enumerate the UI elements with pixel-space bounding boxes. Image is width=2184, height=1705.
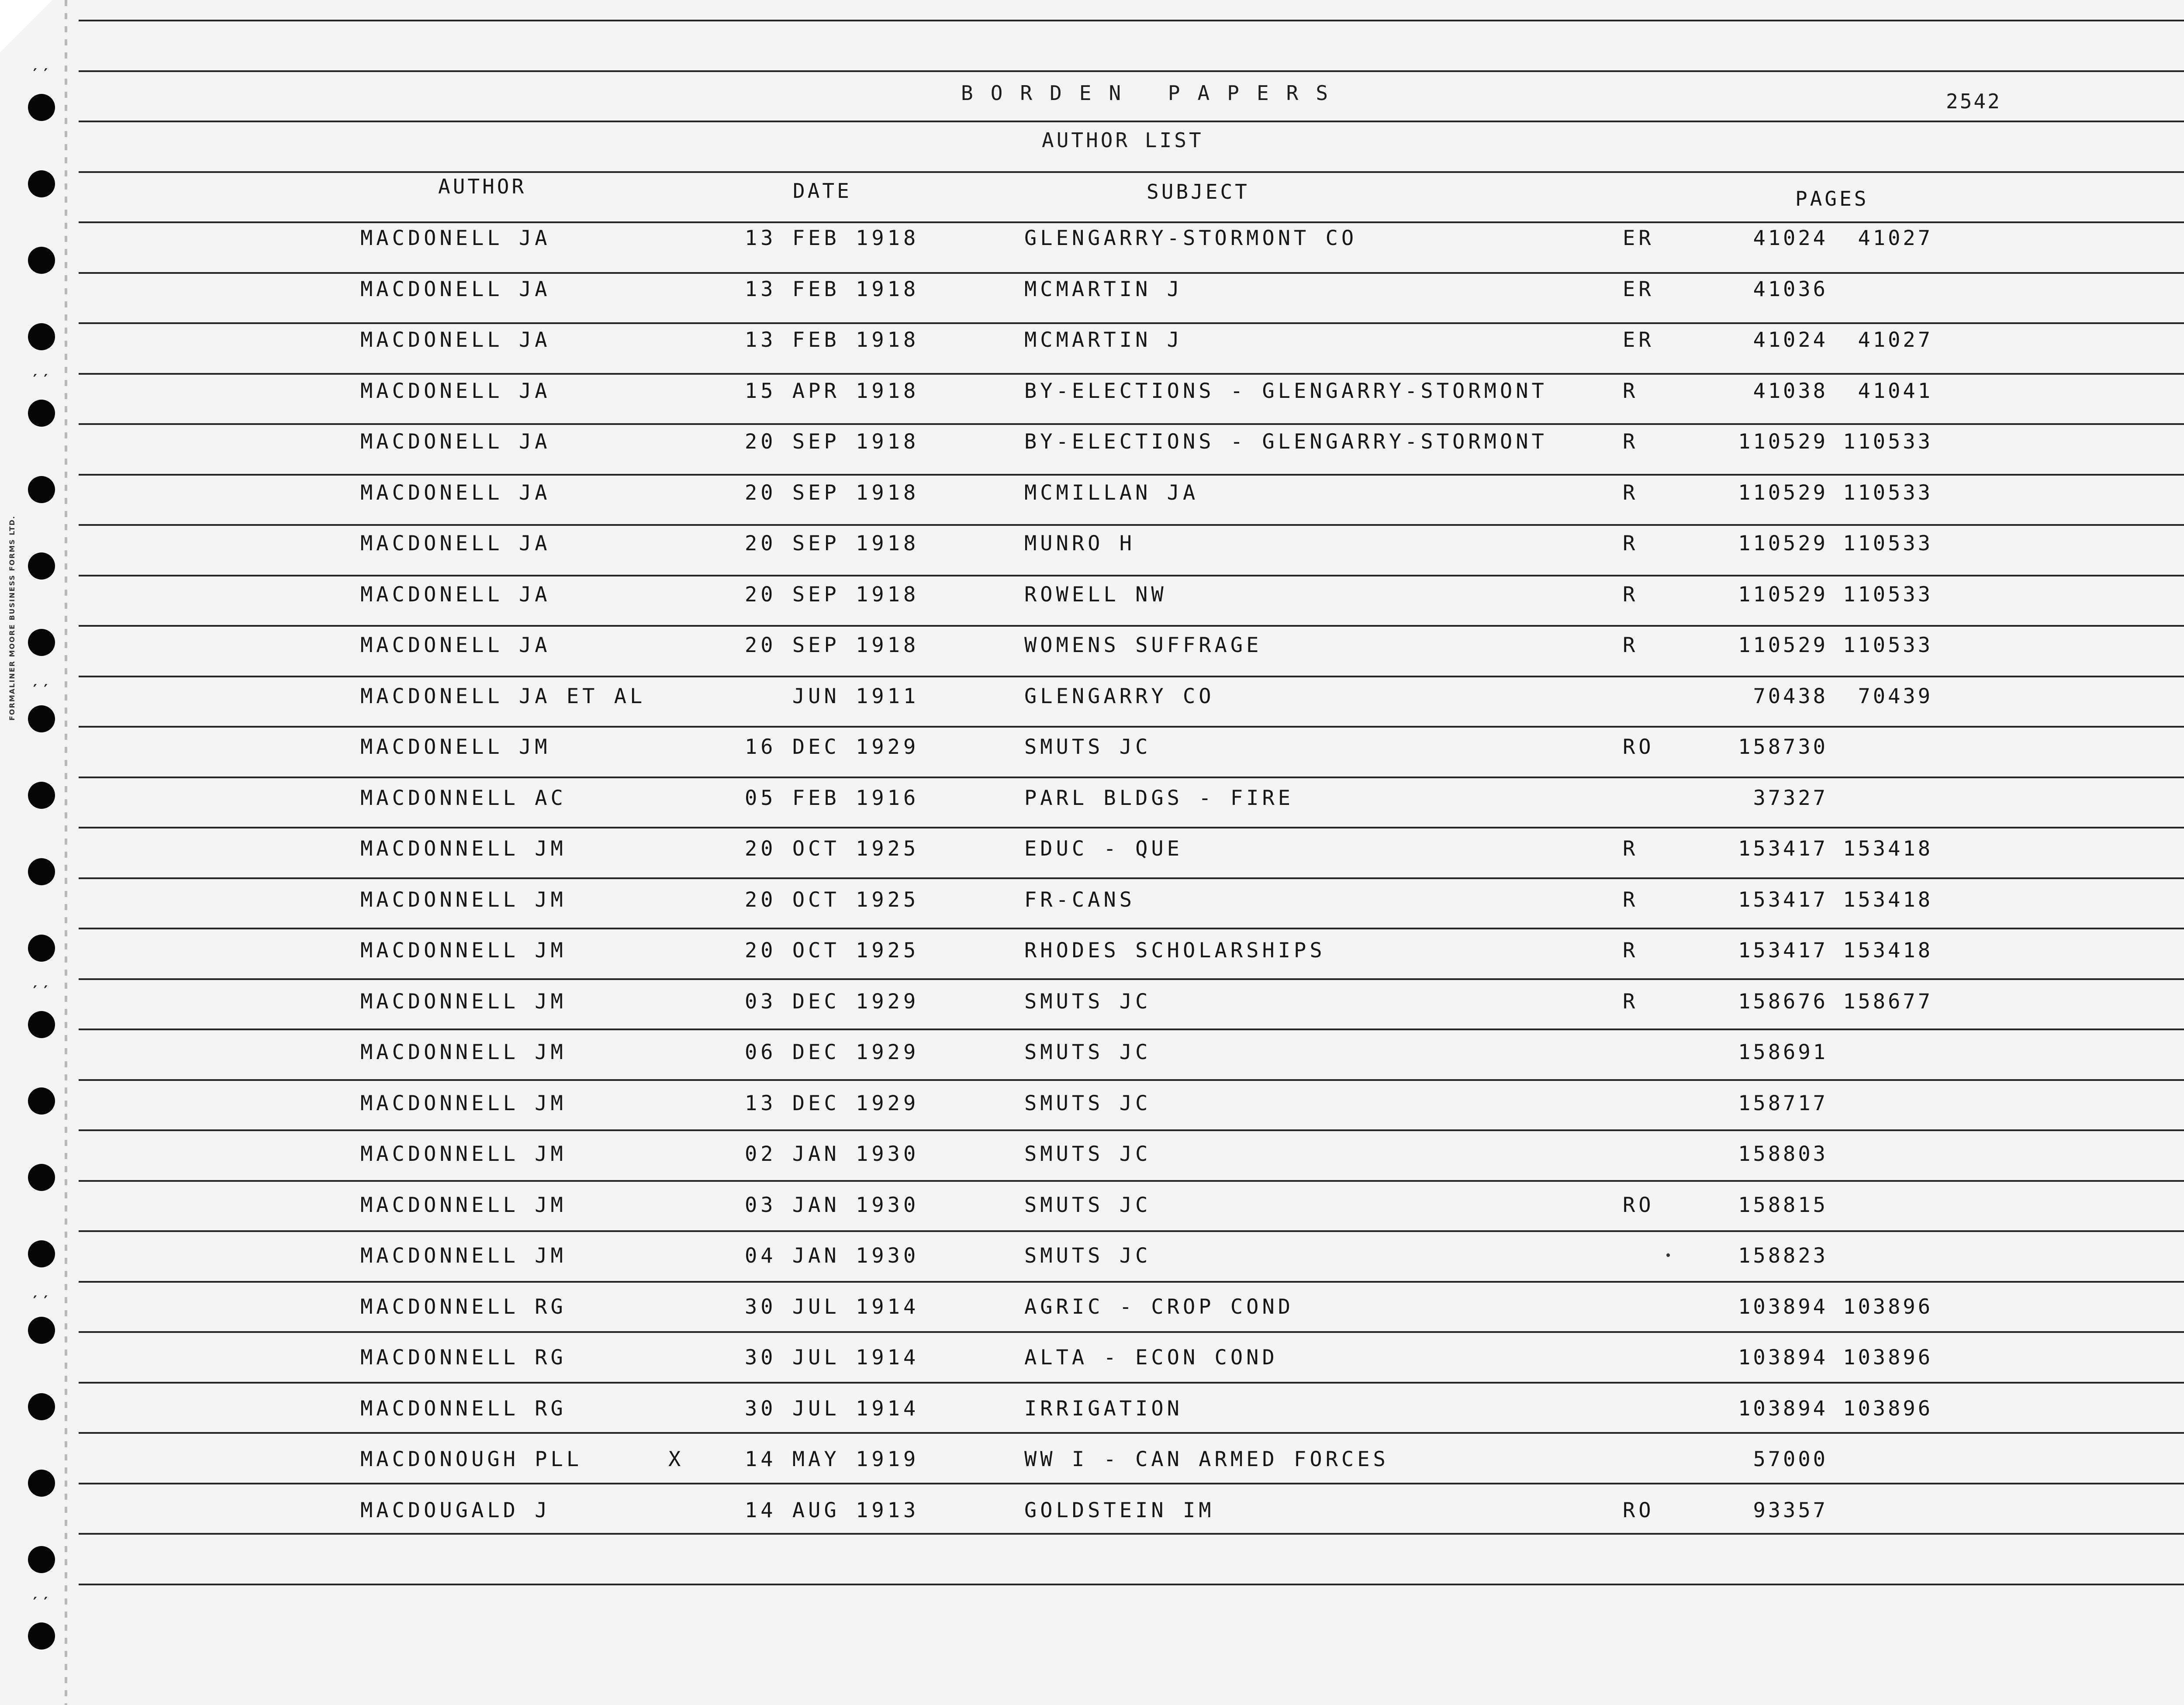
author-cell: MACDONNELL JM bbox=[360, 1193, 567, 1217]
author-cell: MACDONNELL RG bbox=[360, 1295, 567, 1319]
subject-cell: MCMARTIN J bbox=[1024, 328, 1183, 352]
pages-cell: 158823 bbox=[1738, 1244, 1933, 1268]
table-row bbox=[0, 633, 2184, 677]
subject-cell: MCMARTIN J bbox=[1024, 277, 1183, 301]
table-row bbox=[0, 430, 2184, 473]
pages-cell: 158691 bbox=[1738, 1040, 1933, 1064]
pages-cell: 103894 103896 bbox=[1738, 1295, 1933, 1319]
date-cell: 20 OCT 1925 bbox=[745, 939, 919, 963]
table-row bbox=[0, 583, 2184, 626]
date-cell: 30 JUL 1914 bbox=[745, 1346, 919, 1370]
pages-cell: 158815 bbox=[1738, 1193, 1933, 1217]
ruled-line bbox=[79, 373, 2184, 375]
pages-cell: 153417 153418 bbox=[1738, 888, 1933, 912]
author-cell: MACDONNELL JM bbox=[360, 939, 567, 963]
table-row bbox=[0, 1142, 2184, 1186]
date-cell: 06 DEC 1929 bbox=[745, 1040, 919, 1064]
subject-cell: MUNRO H bbox=[1024, 532, 1136, 556]
author-cell: MACDONNELL RG bbox=[360, 1346, 567, 1370]
table-row bbox=[0, 684, 2184, 728]
table-row bbox=[0, 990, 2184, 1033]
date-cell: 20 SEP 1918 bbox=[745, 481, 919, 505]
author-cell: MACDONELL JA bbox=[360, 430, 551, 454]
stray-mark bbox=[1666, 1253, 1670, 1257]
author-cell: MACDONELL JA bbox=[360, 633, 551, 657]
code-cell: R bbox=[1623, 633, 1639, 657]
author-cell: MACDONELL JA bbox=[360, 379, 551, 403]
author-cell: MACDONNELL RG bbox=[360, 1397, 567, 1421]
subject-cell: GLENGARRY-STORMONT CO bbox=[1024, 226, 1358, 250]
author-cell: MACDONOUGH PLL bbox=[360, 1447, 583, 1471]
flag-cell: X bbox=[668, 1447, 684, 1471]
subject-cell: SMUTS JC bbox=[1024, 1040, 1151, 1064]
date-cell: 03 DEC 1929 bbox=[745, 990, 919, 1014]
table-row bbox=[0, 1346, 2184, 1389]
subject-cell: FR-CANS bbox=[1024, 888, 1136, 912]
date-cell: 20 SEP 1918 bbox=[745, 583, 919, 607]
table-row bbox=[0, 226, 2184, 270]
table-row bbox=[0, 277, 2184, 321]
table-row bbox=[0, 1193, 2184, 1237]
date-cell: 13 FEB 1918 bbox=[745, 277, 919, 301]
subject-cell: BY-ELECTIONS - GLENGARRY-STORMONT bbox=[1024, 430, 1548, 454]
author-cell: MACDONNELL JM bbox=[360, 990, 567, 1014]
code-cell: RO bbox=[1623, 735, 1655, 759]
column-header-pages: PAGES bbox=[1795, 187, 1869, 211]
date-cell: 14 MAY 1919 bbox=[745, 1447, 919, 1471]
pages-cell: 103894 103896 bbox=[1738, 1346, 1933, 1370]
table-row bbox=[0, 837, 2184, 880]
pages-cell: 110529 110533 bbox=[1738, 481, 1933, 505]
subject-cell: SMUTS JC bbox=[1024, 1091, 1151, 1115]
code-cell: R bbox=[1623, 939, 1639, 963]
code-cell: ER bbox=[1623, 328, 1655, 352]
code-cell: R bbox=[1623, 481, 1639, 505]
ruled-line bbox=[79, 1584, 2184, 1585]
fold-tick-mark: ′′ bbox=[31, 1594, 52, 1612]
subject-cell: ROWELL NW bbox=[1024, 583, 1167, 607]
pages-cell: 93357 bbox=[1753, 1498, 1933, 1522]
date-cell: 13 FEB 1918 bbox=[745, 226, 919, 250]
subject-cell: BY-ELECTIONS - GLENGARRY-STORMONT bbox=[1024, 379, 1548, 403]
subject-cell: AGRIC - CROP COND bbox=[1024, 1295, 1294, 1319]
author-cell: MACDONNELL JM bbox=[360, 1040, 567, 1064]
table-row bbox=[0, 888, 2184, 932]
date-cell: 20 SEP 1918 bbox=[745, 430, 919, 454]
date-cell: 05 FEB 1916 bbox=[745, 786, 919, 810]
pages-cell: 57000 bbox=[1753, 1447, 1933, 1471]
date-cell: 14 AUG 1913 bbox=[745, 1498, 919, 1522]
pages-cell: 110529 110533 bbox=[1738, 633, 1933, 657]
page-number: 2542 bbox=[1946, 90, 2001, 113]
pages-cell: 158676 158677 bbox=[1738, 990, 1933, 1014]
pages-cell: 41024 41027 bbox=[1753, 226, 1933, 250]
date-cell: 20 OCT 1925 bbox=[745, 888, 919, 912]
subject-cell: SMUTS JC bbox=[1024, 990, 1151, 1014]
ruled-line bbox=[79, 322, 2184, 324]
author-cell: MACDONNELL JM bbox=[360, 1142, 567, 1166]
date-cell: 20 SEP 1918 bbox=[745, 532, 919, 556]
table-row bbox=[0, 379, 2184, 423]
table-row bbox=[0, 939, 2184, 982]
code-cell: RO bbox=[1623, 1498, 1655, 1522]
ruled-line bbox=[79, 221, 2184, 223]
list-title: AUTHOR LIST bbox=[1042, 128, 1204, 152]
date-cell: 30 JUL 1914 bbox=[745, 1397, 919, 1421]
subject-cell: SMUTS JC bbox=[1024, 735, 1151, 759]
date-cell: 20 OCT 1925 bbox=[745, 837, 919, 861]
code-cell: R bbox=[1623, 430, 1639, 454]
vendor-imprint: FORMALINER MOORE BUSINESS FORMS LTD. bbox=[8, 515, 16, 721]
author-cell: MACDONELL JM bbox=[360, 735, 551, 759]
subject-cell: SMUTS JC bbox=[1024, 1193, 1151, 1217]
author-cell: MACDONELL JA bbox=[360, 328, 551, 352]
fold-tick-mark: ′′ bbox=[31, 1293, 52, 1310]
feed-hole bbox=[28, 1546, 55, 1573]
pages-cell: 110529 110533 bbox=[1738, 532, 1933, 556]
code-cell: ER bbox=[1623, 277, 1655, 301]
date-cell: 03 JAN 1930 bbox=[745, 1193, 919, 1217]
pages-cell: 110529 110533 bbox=[1738, 583, 1933, 607]
pages-cell: 158717 bbox=[1738, 1091, 1933, 1115]
ruled-line bbox=[79, 272, 2184, 274]
date-cell: 16 DEC 1929 bbox=[745, 735, 919, 759]
fold-tick-mark: ′′ bbox=[31, 681, 52, 699]
code-cell: R bbox=[1623, 837, 1639, 861]
pages-cell: 153417 153418 bbox=[1738, 837, 1933, 861]
subject-cell: ALTA - ECON COND bbox=[1024, 1346, 1278, 1370]
table-row bbox=[0, 1397, 2184, 1440]
code-cell: R bbox=[1623, 379, 1639, 403]
feed-hole bbox=[28, 94, 55, 121]
date-cell: 04 JAN 1930 bbox=[745, 1244, 919, 1268]
author-cell: MACDONNELL JM bbox=[360, 837, 567, 861]
author-cell: MACDOUGALD J bbox=[360, 1498, 551, 1522]
date-cell: 30 JUL 1914 bbox=[745, 1295, 919, 1319]
ruled-line bbox=[79, 423, 2184, 425]
author-cell: MACDONELL JA bbox=[360, 481, 551, 505]
subject-cell: EDUC - QUE bbox=[1024, 837, 1183, 861]
table-row bbox=[0, 1447, 2184, 1491]
subject-cell: WOMENS SUFFRAGE bbox=[1024, 633, 1262, 657]
code-cell: R bbox=[1623, 888, 1639, 912]
pages-cell: 41038 41041 bbox=[1753, 379, 1933, 403]
author-cell: MACDONELL JA bbox=[360, 277, 551, 301]
pages-cell: 110529 110533 bbox=[1738, 430, 1933, 454]
date-cell: 13 FEB 1918 bbox=[745, 328, 919, 352]
author-cell: MACDONNELL JM bbox=[360, 1091, 567, 1115]
author-cell: MACDONELL JA bbox=[360, 532, 551, 556]
subject-cell: RHODES SCHOLARSHIPS bbox=[1024, 939, 1326, 963]
fold-tick-mark: ′′ bbox=[31, 983, 52, 1000]
author-cell: MACDONNELL JM bbox=[360, 888, 567, 912]
date-cell: 15 APR 1918 bbox=[745, 379, 919, 403]
subject-cell: WW I - CAN ARMED FORCES bbox=[1024, 1447, 1389, 1471]
subject-cell: SMUTS JC bbox=[1024, 1142, 1151, 1166]
subject-cell: GLENGARRY CO bbox=[1024, 684, 1215, 708]
pages-cell: 153417 153418 bbox=[1738, 939, 1933, 963]
feed-hole bbox=[28, 170, 55, 197]
table-row bbox=[0, 328, 2184, 372]
table-row bbox=[0, 1040, 2184, 1084]
table-row bbox=[0, 1498, 2184, 1542]
ruled-line bbox=[79, 121, 2184, 122]
pages-cell: 41024 41027 bbox=[1753, 328, 1933, 352]
pages-cell: 158803 bbox=[1738, 1142, 1933, 1166]
document-title: BORDEN PAPERS bbox=[961, 81, 1346, 105]
table-row bbox=[0, 786, 2184, 830]
author-cell: MACDONELL JA bbox=[360, 583, 551, 607]
subject-cell: MCMILLAN JA bbox=[1024, 481, 1199, 505]
column-header-subject: SUBJECT bbox=[1147, 180, 1250, 204]
subject-cell: GOLDSTEIN IM bbox=[1024, 1498, 1215, 1522]
fold-tick-mark: ′′ bbox=[31, 66, 52, 83]
author-cell: MACDONNELL JM bbox=[360, 1244, 567, 1268]
pages-cell: 103894 103896 bbox=[1738, 1397, 1933, 1421]
author-cell: MACDONELL JA ET AL bbox=[360, 684, 646, 708]
pages-cell: 70438 70439 bbox=[1753, 684, 1933, 708]
pages-cell: 41036 bbox=[1753, 277, 1933, 301]
code-cell: ER bbox=[1623, 226, 1655, 250]
date-cell: 02 JAN 1930 bbox=[745, 1142, 919, 1166]
table-row bbox=[0, 1295, 2184, 1339]
pages-cell: 158730 bbox=[1738, 735, 1933, 759]
table-row bbox=[0, 1091, 2184, 1135]
feed-hole bbox=[28, 1622, 55, 1650]
date-cell: JUN 1911 bbox=[745, 684, 919, 708]
pages-cell: 37327 bbox=[1753, 786, 1933, 810]
fold-tick-mark: ′′ bbox=[31, 371, 52, 389]
subject-cell: IRRIGATION bbox=[1024, 1397, 1183, 1421]
ruled-line bbox=[79, 171, 2184, 173]
date-cell: 13 DEC 1929 bbox=[745, 1091, 919, 1115]
date-cell: 20 SEP 1918 bbox=[745, 633, 919, 657]
code-cell: R bbox=[1623, 583, 1639, 607]
ruled-line bbox=[79, 70, 2184, 72]
table-row bbox=[0, 1244, 2184, 1287]
author-cell: MACDONNELL AC bbox=[360, 786, 567, 810]
code-cell: R bbox=[1623, 990, 1639, 1014]
author-cell: MACDONELL JA bbox=[360, 226, 551, 250]
code-cell: RO bbox=[1623, 1193, 1655, 1217]
ruled-line bbox=[79, 474, 2184, 476]
table-row bbox=[0, 481, 2184, 525]
column-header-author: AUTHOR bbox=[438, 175, 527, 198]
column-header-date: DATE bbox=[793, 179, 852, 203]
table-row bbox=[0, 735, 2184, 779]
subject-cell: SMUTS JC bbox=[1024, 1244, 1151, 1268]
code-cell: R bbox=[1623, 532, 1639, 556]
ruled-line bbox=[79, 20, 2184, 21]
subject-cell: PARL BLDGS - FIRE bbox=[1024, 786, 1294, 810]
table-row bbox=[0, 532, 2184, 575]
